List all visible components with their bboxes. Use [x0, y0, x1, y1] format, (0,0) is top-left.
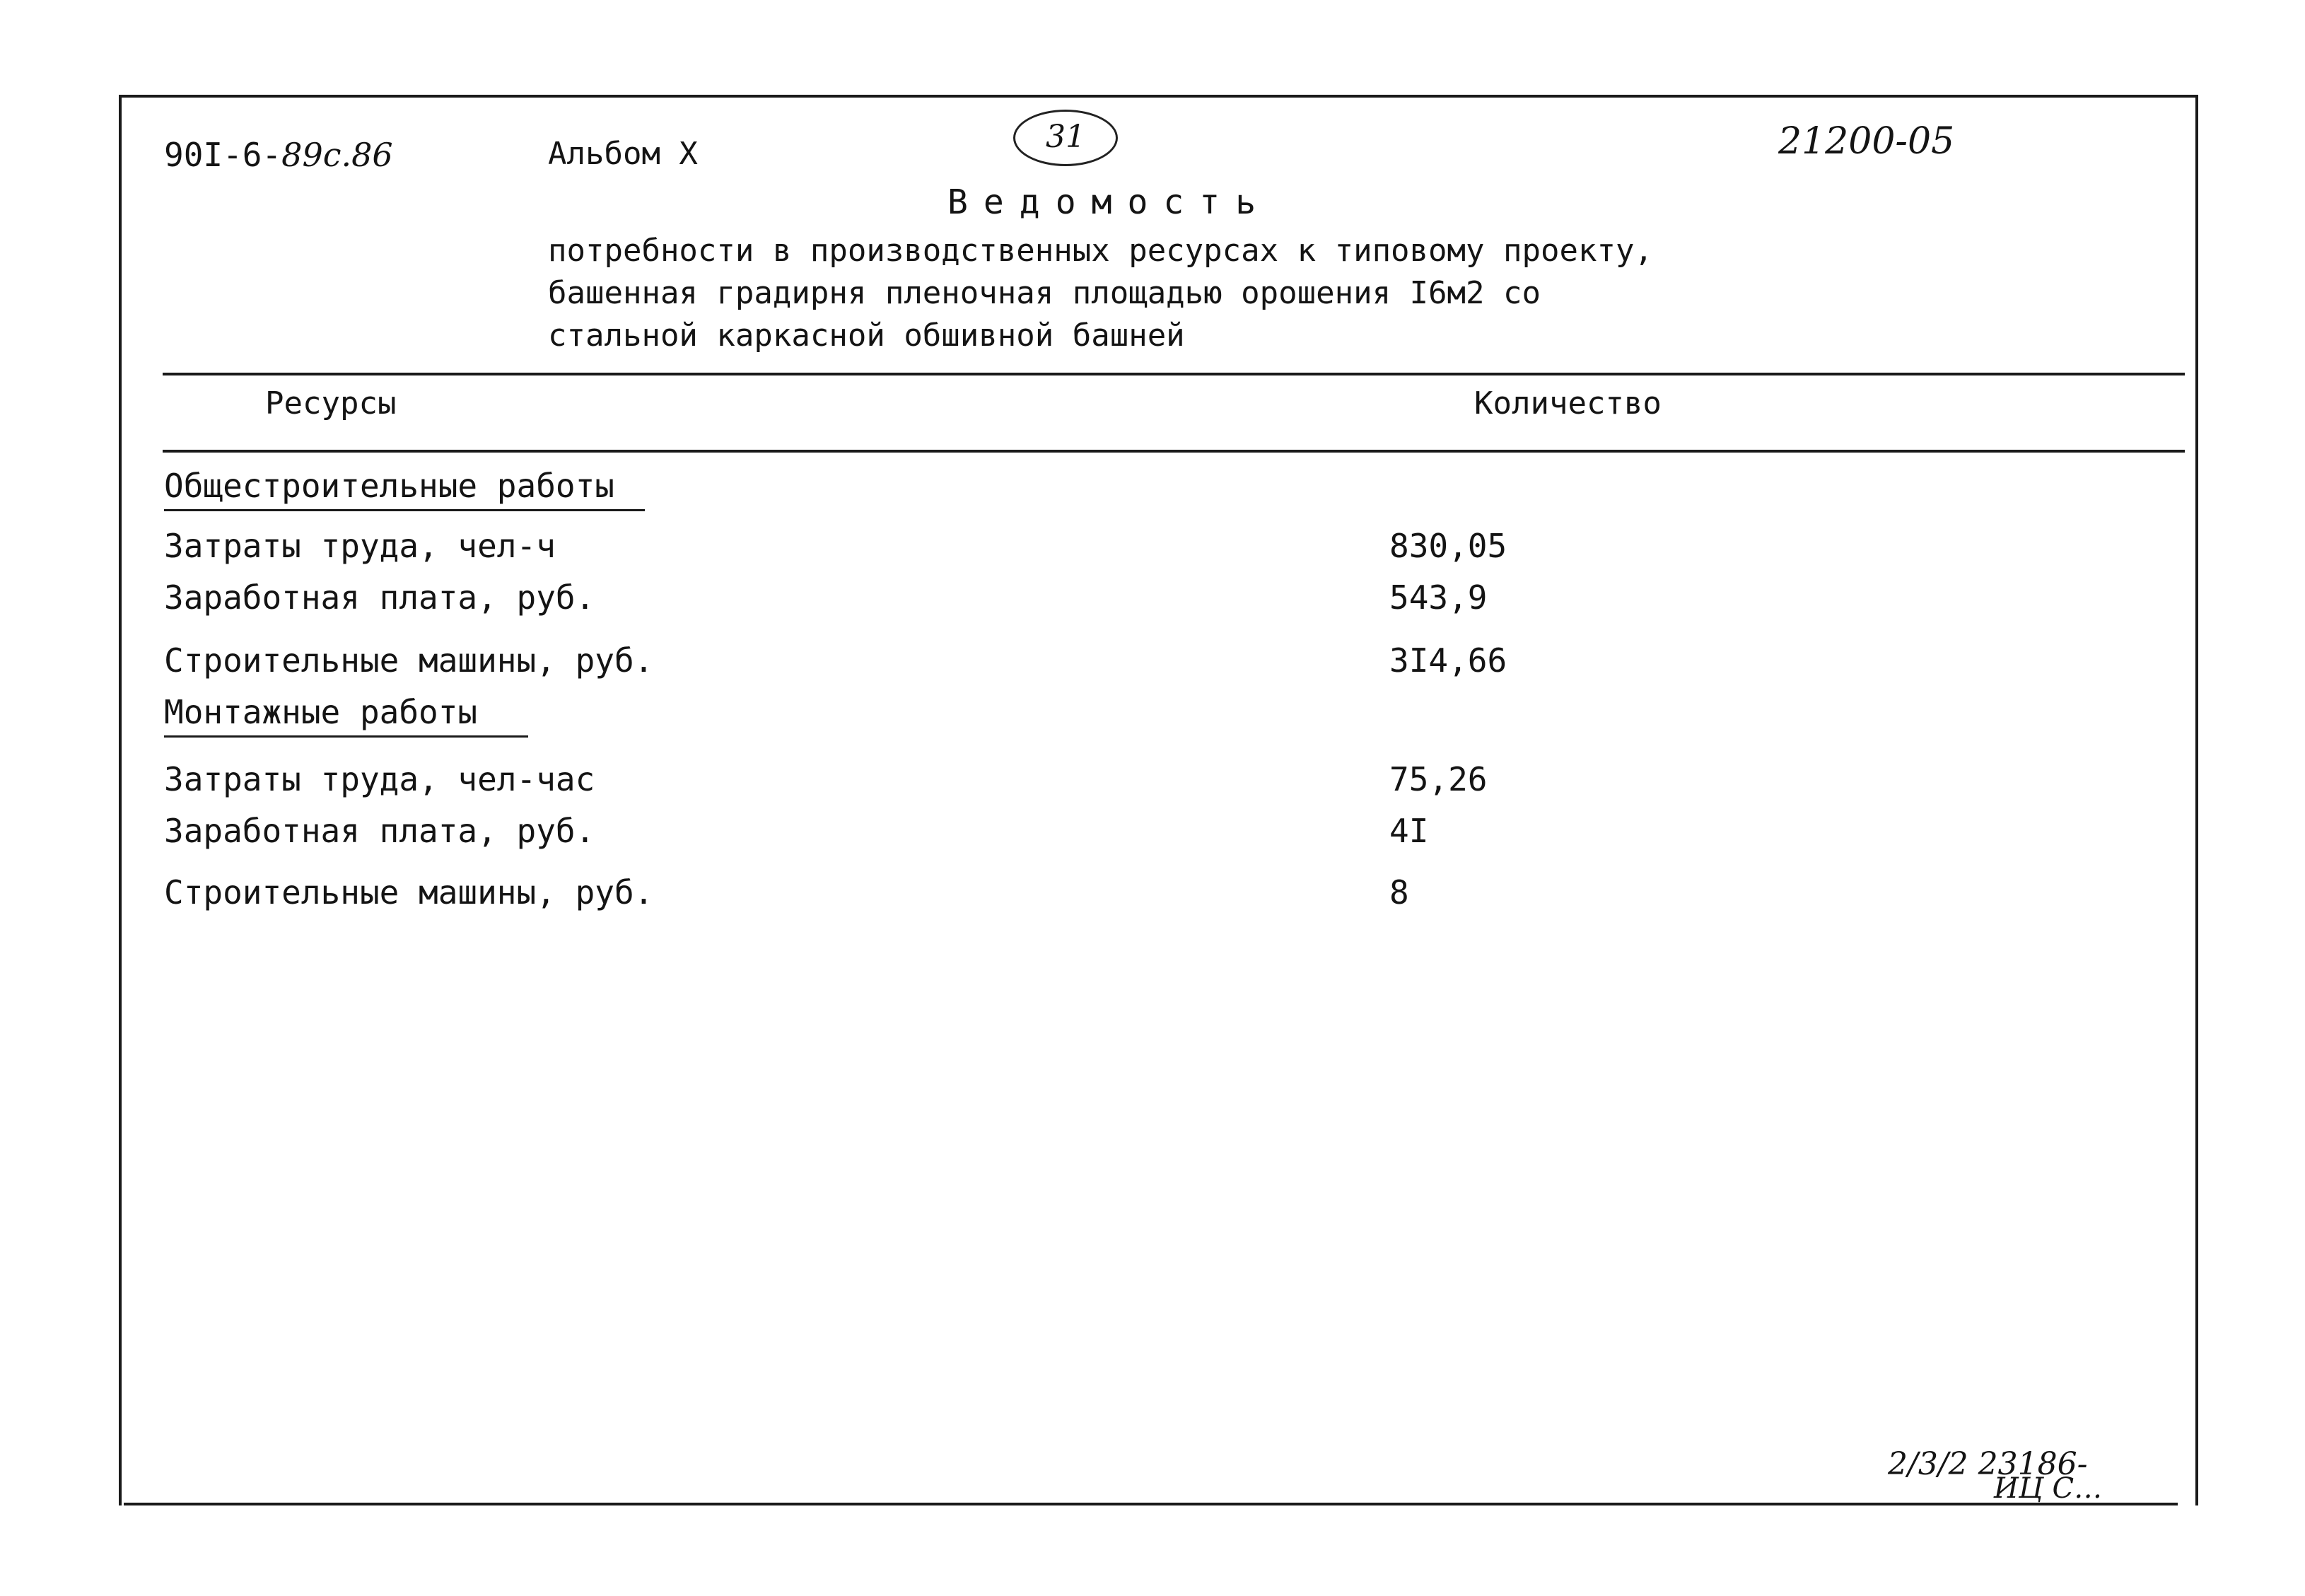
document-title: Ведомость: [947, 182, 1272, 222]
album-label: Альбом X: [548, 136, 698, 172]
row-label: Заработная плата, руб.: [164, 578, 595, 617]
row-value: 830,05: [1389, 527, 1507, 565]
row-label: Затраты труда, чел-час: [164, 760, 595, 798]
frame-bottom-border: [124, 1503, 2178, 1505]
row-label: Строительные машины, руб.: [164, 641, 654, 680]
row-value: 8: [1389, 873, 1409, 911]
subtitle-line: потребности в производственных ресурсах к типовому проекту,: [548, 233, 1653, 269]
page-number-circle: 31: [1013, 110, 1118, 166]
frame-top-border: [119, 95, 2198, 98]
row-label: Строительные машины, руб.: [164, 873, 654, 911]
document-number: 21200-05: [1778, 120, 1955, 163]
column-header-resources: Ресурсы: [265, 385, 397, 421]
frame-left-border: [119, 95, 122, 1505]
row-value: 543,9: [1389, 578, 1488, 617]
project-code-prefix: 90I-6-: [164, 136, 282, 174]
project-code: [164, 136, 393, 174]
document-subtitle: [548, 230, 1653, 357]
section-heading-general-construction: Общестроительные работы: [164, 467, 645, 511]
handwritten-signature: ИЦ С…: [1994, 1472, 2103, 1505]
row-value: 75,26: [1389, 760, 1488, 798]
column-header-divider: [163, 450, 2185, 453]
row-value: 4I: [1389, 812, 1429, 850]
row-label: Затраты труда, чел-ч: [164, 527, 556, 565]
column-header-quantity: Количество: [1474, 385, 1662, 421]
row-value: 3I4,66: [1389, 641, 1507, 680]
header-divider: [163, 373, 2185, 375]
frame-right-border: [2195, 95, 2198, 1505]
subtitle-line: башенная градирня пленочная площадью орошения I6м2 со: [548, 275, 1541, 311]
handwritten-signature: 2/3/2 23186-: [1888, 1446, 2088, 1482]
project-code-handwritten: 89c.86: [281, 136, 393, 174]
section-heading-installation: Монтажные работы: [164, 693, 528, 738]
row-label: Заработная плата, руб.: [164, 812, 595, 850]
subtitle-line: стальной каркасной обшивной башней: [548, 318, 1185, 354]
